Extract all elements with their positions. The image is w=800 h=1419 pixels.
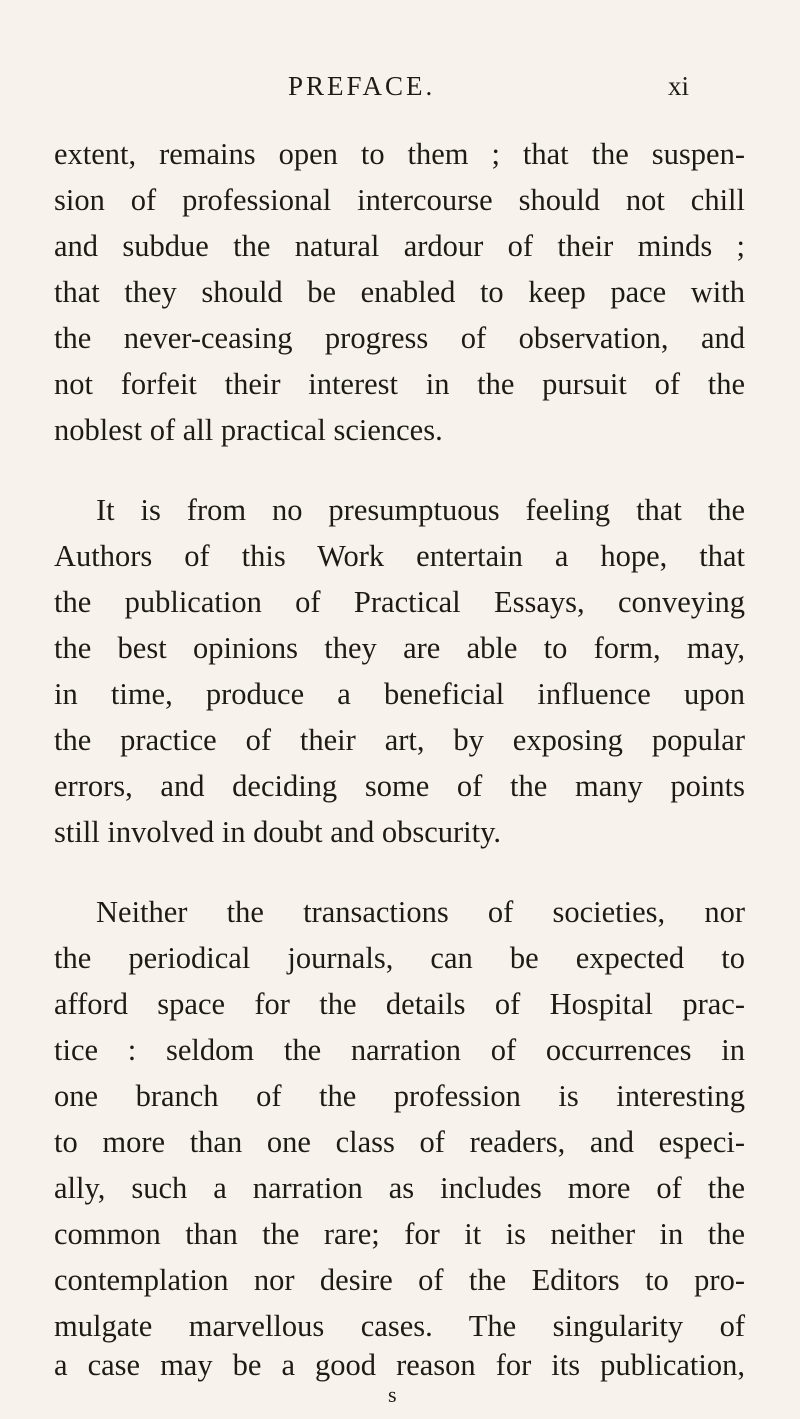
text-line: the periodical journals, can be expected to [54,941,745,975]
text-line: a case may be a good reason for its publication, [54,1348,745,1382]
text-line: noblest of all practical sciences. [54,413,443,447]
text-line: that they should be enabled to keep pace with [54,275,745,309]
text-line: ally, such a narration as includes more of the [54,1171,745,1205]
text-line: and subdue the natural ardour of their minds ; [54,229,745,263]
text-line: the publication of Practical Essays, conveying [54,585,745,619]
text-line: extent, remains open to them ; that the suspen- [54,137,745,171]
text-line: common than the rare; for it is neither in the [54,1217,745,1251]
text-line: the practice of their art, by exposing popular [54,723,745,757]
text-line: sion of professional intercourse should not chill [54,183,745,217]
text-line: Neither the transactions of societies, nor [96,895,745,929]
text-line: one branch of the profession is interesting [54,1079,745,1113]
signature-mark: s [388,1382,397,1407]
text-line: afford space for the details of Hospital prac- [54,987,745,1021]
text-line: Authors of this Work entertain a hope, that [54,539,745,573]
text-line: errors, and deciding some of the many points [54,769,745,803]
text-line: to more than one class of readers, and especi- [54,1125,745,1159]
text-line: It is from no presumptuous feeling that the [96,493,745,527]
text-line: in time, produce a beneficial influence upon [54,677,745,711]
text-line: the best opinions they are able to form, may, [54,631,745,665]
text-line: tice : seldom the narration of occurrences in [54,1033,745,1067]
text-line: the never-ceasing progress of observation, and [54,321,745,355]
text-line: contemplation nor desire of the Editors to pro- [54,1263,745,1297]
text-line: still involved in doubt and obscurity. [54,815,502,849]
text-line: not forfeit their interest in the pursuit of the [54,367,745,401]
page-number: xi [668,71,690,101]
running-title: PREFACE. [288,71,436,101]
running-head [0,66,800,106]
text-line: mulgate marvellous cases. The singularity of [54,1309,745,1343]
